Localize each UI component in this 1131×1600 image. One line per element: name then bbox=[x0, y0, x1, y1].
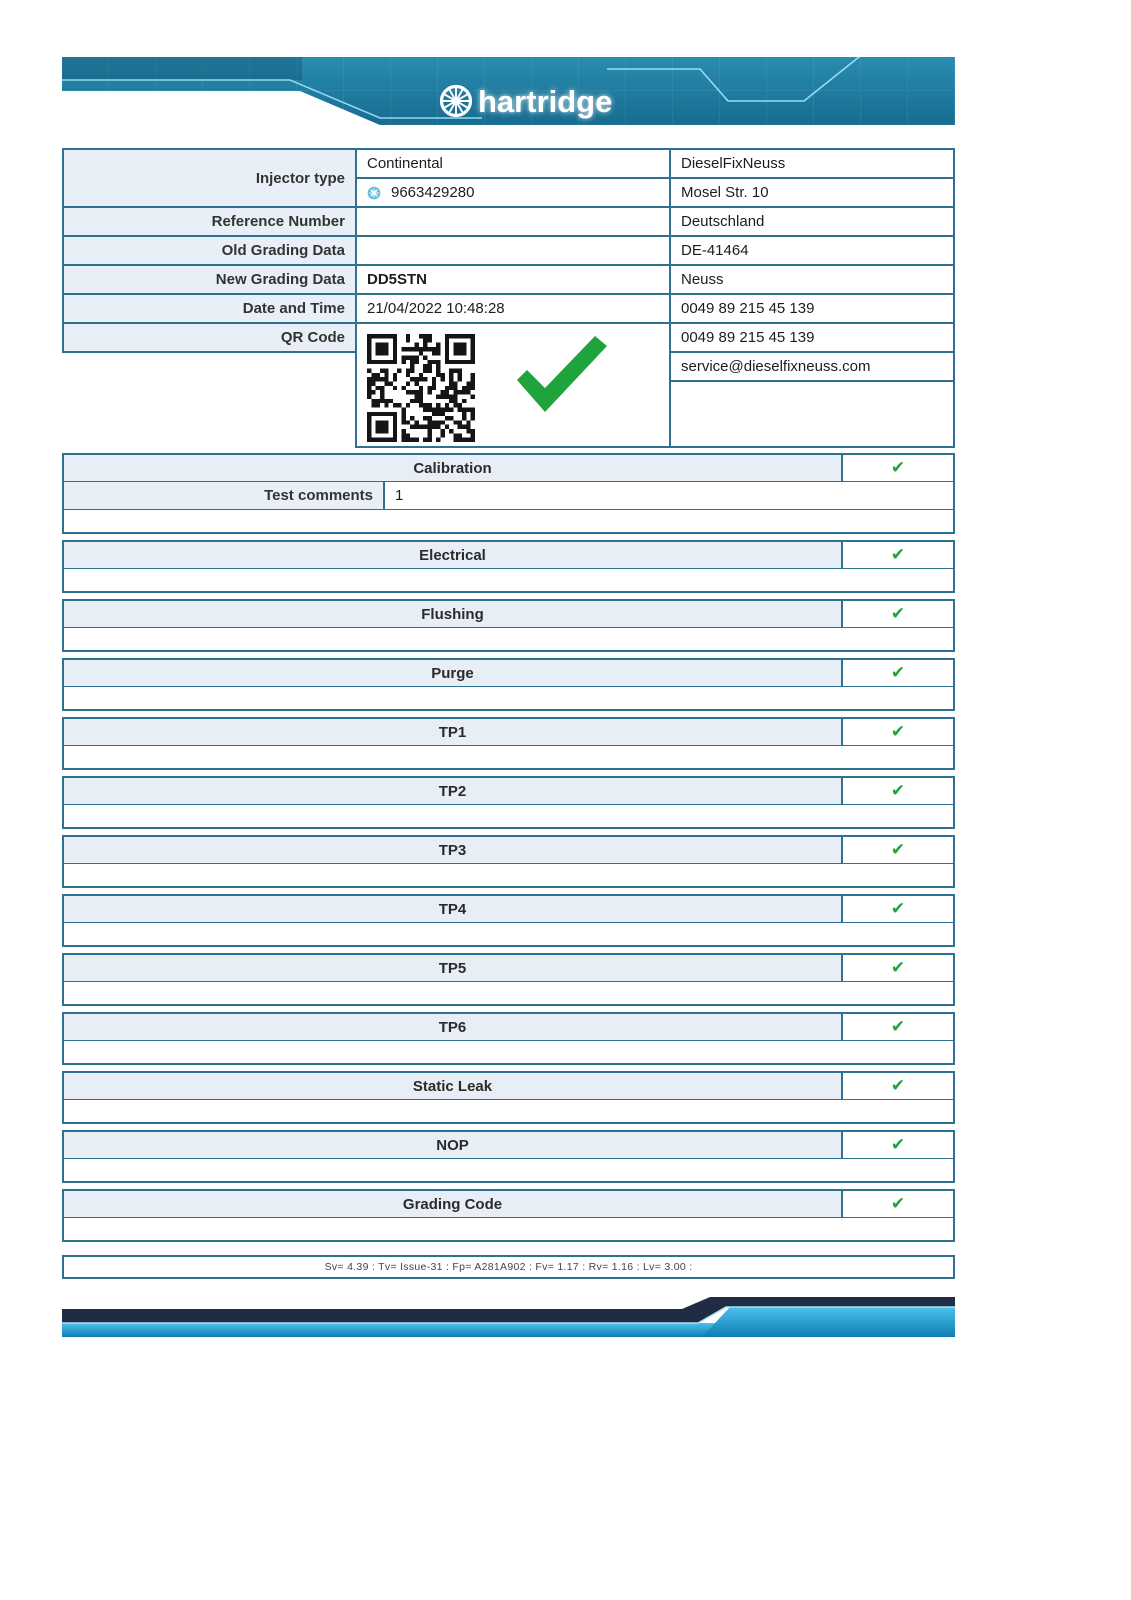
check-icon: ✔ bbox=[843, 1073, 953, 1099]
test-section bbox=[62, 1071, 955, 1124]
workshop-empty-cell bbox=[669, 380, 955, 448]
check-icon: ✔ bbox=[843, 955, 953, 981]
test-results-list bbox=[62, 453, 955, 1248]
test-section bbox=[62, 717, 955, 770]
qr-code-cell bbox=[355, 322, 671, 448]
label-date-and-time: Date and Time bbox=[62, 293, 357, 324]
label-reference-number: Reference Number bbox=[62, 206, 357, 237]
wheel-bullet-icon bbox=[367, 186, 381, 200]
value-date-and-time: 21/04/2022 10:48:28 bbox=[355, 293, 671, 324]
test-section bbox=[62, 776, 955, 829]
check-icon: ✔ bbox=[843, 601, 953, 627]
test-section-result-row bbox=[64, 1040, 953, 1063]
test-section bbox=[62, 894, 955, 947]
version-info-text: Sv= 4.39 : Tv= Issue-31 : Fp= A281A902 : Fv= 1.17 : Rv= 1.16 : Lv= 3.00 : bbox=[324, 1261, 693, 1273]
test-section-title: TP5 bbox=[64, 955, 843, 981]
label-new-grading-data: New Grading Data bbox=[62, 264, 357, 295]
pass-check-icon bbox=[511, 334, 611, 418]
test-section bbox=[62, 1130, 955, 1183]
version-info-row bbox=[62, 1255, 955, 1279]
test-section bbox=[62, 599, 955, 652]
check-icon: ✔ bbox=[843, 719, 953, 745]
test-section-result-row bbox=[64, 745, 953, 768]
test-section-title: NOP bbox=[64, 1132, 843, 1158]
value-injector-make: Continental bbox=[355, 148, 671, 179]
check-icon: ✔ bbox=[843, 660, 953, 686]
check-icon: ✔ bbox=[843, 1014, 953, 1040]
value-injector-number-row bbox=[355, 177, 671, 208]
test-section-result-row bbox=[64, 627, 953, 650]
workshop-email: service@dieselfixneuss.com bbox=[669, 351, 955, 382]
workshop-name: DieselFixNeuss bbox=[669, 148, 955, 179]
test-section-title: Static Leak bbox=[64, 1073, 843, 1099]
test-section-title: Purge bbox=[64, 660, 843, 686]
header-banner bbox=[62, 57, 955, 125]
check-icon: ✔ bbox=[843, 896, 953, 922]
test-section-result-row bbox=[64, 1099, 953, 1122]
label-old-grading-data: Old Grading Data bbox=[62, 235, 357, 266]
bottom-blue-block bbox=[702, 1307, 955, 1337]
test-comments-row bbox=[64, 481, 953, 509]
test-section-result-row bbox=[64, 1158, 953, 1181]
test-section-title: TP6 bbox=[64, 1014, 843, 1040]
test-section bbox=[62, 540, 955, 593]
test-section bbox=[62, 835, 955, 888]
test-section bbox=[62, 658, 955, 711]
injector-info-table bbox=[62, 148, 955, 448]
check-icon: ✔ bbox=[843, 837, 953, 863]
check-icon: ✔ bbox=[843, 455, 953, 481]
test-comments-label: Test comments bbox=[64, 482, 385, 509]
workshop-country: Deutschland bbox=[669, 206, 955, 237]
test-section-title: TP2 bbox=[64, 778, 843, 804]
wheel-icon bbox=[442, 87, 471, 116]
brand-wordmark: hartridge bbox=[478, 84, 613, 119]
test-section-result-row bbox=[64, 922, 953, 945]
test-section-title: Electrical bbox=[64, 542, 843, 568]
value-injector-number: 9663429280 bbox=[391, 184, 475, 201]
label-injector-type: Injector type bbox=[62, 148, 357, 208]
test-section-title: TP1 bbox=[64, 719, 843, 745]
bottom-banner bbox=[62, 1297, 955, 1337]
test-section-title: Calibration bbox=[64, 455, 843, 481]
test-section-title: Grading Code bbox=[64, 1191, 843, 1217]
check-icon: ✔ bbox=[843, 778, 953, 804]
test-section bbox=[62, 1189, 955, 1242]
workshop-phone-1: 0049 89 215 45 139 bbox=[669, 293, 955, 324]
test-section bbox=[62, 1012, 955, 1065]
workshop-phone-2: 0049 89 215 45 139 bbox=[669, 322, 955, 353]
test-section-title: Flushing bbox=[64, 601, 843, 627]
test-section-title: TP4 bbox=[64, 896, 843, 922]
test-section-result-row bbox=[64, 1217, 953, 1240]
test-section-result-row bbox=[64, 981, 953, 1004]
test-comments-value: 1 bbox=[395, 487, 404, 504]
workshop-street: Mosel Str. 10 bbox=[669, 177, 955, 208]
test-section-title: TP3 bbox=[64, 837, 843, 863]
test-section-result-row bbox=[64, 568, 953, 591]
test-section-result-row bbox=[64, 804, 953, 827]
value-new-grading-data: DD5STN bbox=[355, 264, 671, 295]
test-section-result-row bbox=[64, 509, 953, 532]
test-section-result-row bbox=[64, 863, 953, 886]
label-qr-code: QR Code bbox=[62, 322, 357, 353]
test-section-result-row bbox=[64, 686, 953, 709]
test-section bbox=[62, 453, 955, 534]
workshop-city: Neuss bbox=[669, 264, 955, 295]
qr-code-image bbox=[367, 334, 475, 442]
value-old-grading-data bbox=[355, 235, 671, 266]
check-icon: ✔ bbox=[843, 1132, 953, 1158]
test-section bbox=[62, 953, 955, 1006]
value-reference-number bbox=[355, 206, 671, 237]
workshop-postcode: DE-41464 bbox=[669, 235, 955, 266]
check-icon: ✔ bbox=[843, 1191, 953, 1217]
check-icon: ✔ bbox=[843, 542, 953, 568]
